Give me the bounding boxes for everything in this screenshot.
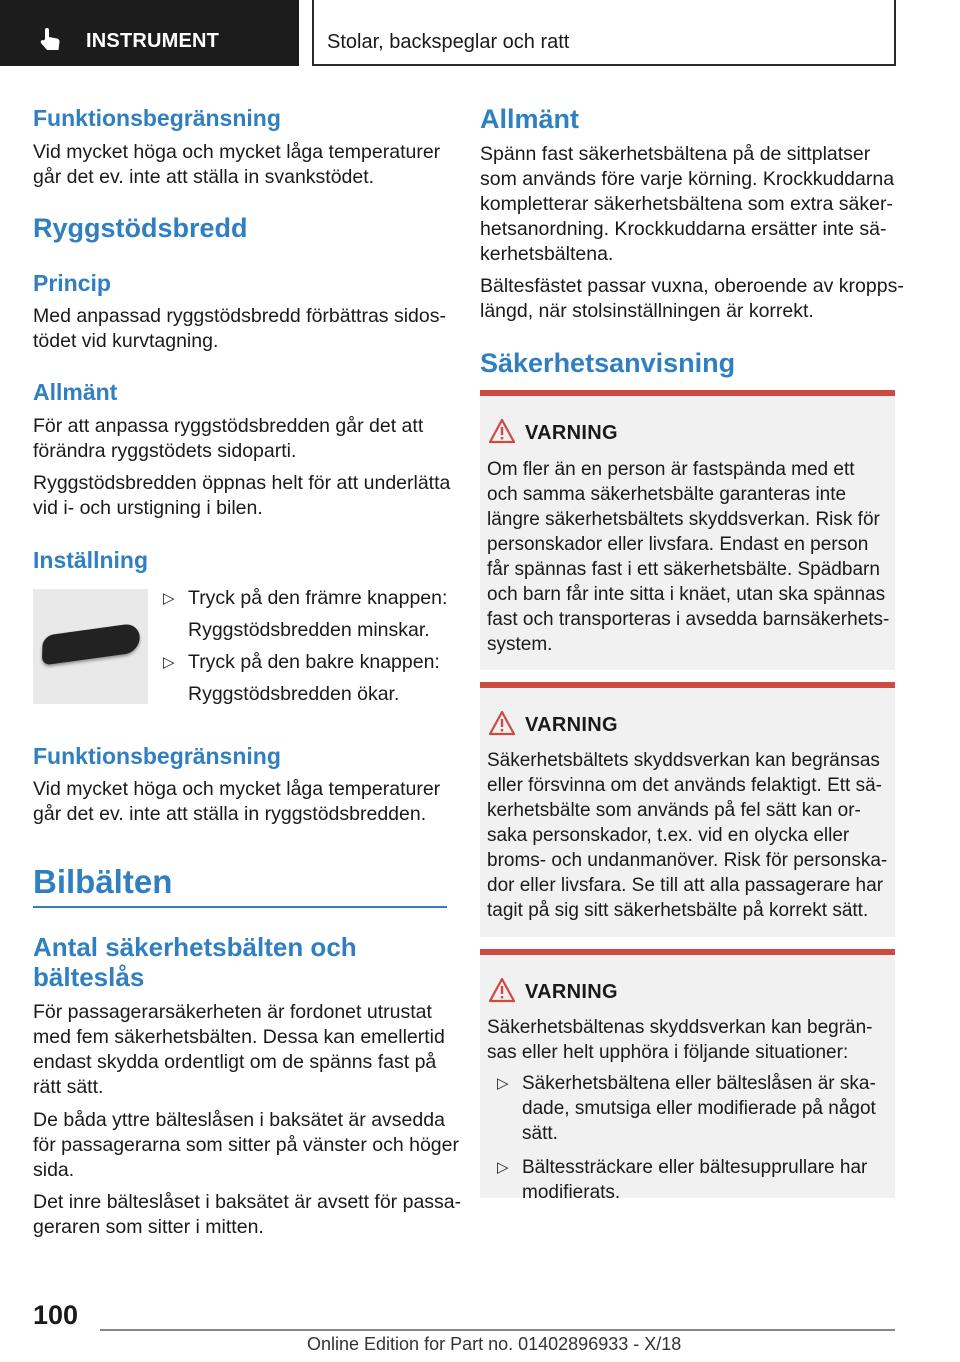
text-line: modifierats. xyxy=(522,1182,621,1203)
text-line: Säkerhetsbältenas skyddsverkan kan begrän- xyxy=(487,1017,873,1038)
text-line: Det inre bälteslåset i baksätet är avsett för passa- xyxy=(33,1191,462,1213)
text-line: Ryggstödsbredden öppnas helt för att underlätta xyxy=(33,472,451,494)
chapter-label: INSTRUMENT xyxy=(86,30,220,52)
text-line: längre säkerhetsbältets skyddsverkan. Risk för xyxy=(487,509,880,530)
page-header xyxy=(0,0,960,66)
paragraph-funk2 xyxy=(33,777,440,827)
text-line: sida. xyxy=(33,1159,75,1181)
bullet-triangle-icon: ▷ xyxy=(497,1159,509,1176)
heading-bilbalten: Bilbälten xyxy=(33,863,173,900)
section-rule xyxy=(33,906,447,908)
section-tab[interactable] xyxy=(312,0,896,66)
text-line: sätt. xyxy=(522,1123,558,1144)
text-line: fast och transporteras i avsedda barnsäkerhets- xyxy=(487,609,890,630)
bullet-result-1: Ryggstödsbredden minskar. xyxy=(188,619,430,641)
warning-label: VARNING xyxy=(525,981,618,1003)
text-line: dor eller livsfara. Se till att alla passagerare har xyxy=(487,875,884,896)
bullet-triangle-icon: ▷ xyxy=(497,1075,509,1092)
paragraph-antal-2 xyxy=(33,1108,459,1183)
text-line: förändra ryggstödets sidoparti. xyxy=(33,440,297,462)
warning-text xyxy=(487,1015,892,1065)
warning-bullet-2 xyxy=(522,1155,892,1205)
section-label: Stolar, backspeglar och ratt xyxy=(327,31,570,53)
warning-text xyxy=(487,457,892,657)
text-line: system. xyxy=(487,634,553,655)
text-line: Bältessträckare eller bältesupprullare har xyxy=(522,1157,868,1178)
text-line: saka personskador, t.ex. vid en olycka eller xyxy=(487,825,850,846)
heading-princip: Princip xyxy=(33,270,111,296)
text-line: Säkerhetsbältena eller bälteslåsen är ska- xyxy=(522,1073,876,1094)
bullet-item-2: Tryck på den bakre knappen: xyxy=(188,651,440,673)
hand-icon xyxy=(36,25,66,55)
text-line: Spänn fast säkerhetsbältena på de sittplatser xyxy=(480,143,871,165)
text-line: kompletterar säkerhetsbältena som extra säker- xyxy=(480,193,893,215)
text-line: Bältesfästet passar vuxna, oberoende av kropps- xyxy=(480,275,904,297)
text-line: Om fler än en person är fastspända med ett xyxy=(487,459,855,480)
warning-box-2 xyxy=(480,682,895,937)
paragraph-antal-1 xyxy=(33,1000,445,1100)
page-number: 100 xyxy=(33,1300,79,1330)
text-line: kerhetsbältena. xyxy=(480,243,614,265)
text-line: får spännas fast i ett säkerhetsbälte. Spädbarn xyxy=(487,559,880,580)
text-line: och samma säkerhetsbälte garanteras inte xyxy=(487,484,847,505)
bullet-result-2: Ryggstödsbredden ökar. xyxy=(188,683,400,705)
paragraph-allmant-2 xyxy=(33,471,450,521)
text-line: rätt sätt. xyxy=(33,1076,104,1098)
text-line: personskador eller livsfara. Endast en person xyxy=(487,534,869,555)
paragraph-allmant-1 xyxy=(33,414,423,464)
warning-triangle-icon xyxy=(488,710,516,736)
heading-funktionsbegransning-2: Funktionsbegränsning xyxy=(33,743,281,769)
side-bolster-button-illustration xyxy=(42,622,140,665)
text-line: Med anpassad ryggstödsbredd förbättras sidos- xyxy=(33,305,446,327)
text-line: går det ev. inte att ställa in ryggstödsbredden. xyxy=(33,803,427,825)
bullet-triangle-icon: ▷ xyxy=(163,590,175,607)
warning-label: VARNING xyxy=(525,714,618,736)
text-line: För att anpassa ryggstödsbredden går det att xyxy=(33,415,424,437)
text-line: vid i- och urstigning i bilen. xyxy=(33,497,263,519)
text-line: Säkerhetsbältets skyddsverkan kan begränsas xyxy=(487,750,880,771)
bullet-triangle-icon: ▷ xyxy=(163,654,175,671)
heading-installning: Inställning xyxy=(33,547,148,573)
heading-funktionsbegransning-1: Funktionsbegränsning xyxy=(33,105,281,131)
text-line: som används före varje körning. Krockkuddarna xyxy=(480,168,895,190)
text-line: och barn får inte sitta i knäet, utan ska spännas xyxy=(487,584,886,605)
heading-allmant-left: Allmänt xyxy=(33,379,118,405)
text-line: dade, smutsiga eller modifierade på något xyxy=(522,1098,876,1119)
warning-text xyxy=(487,748,892,923)
heading-sakerhetsanvisning: Säkerhetsanvisning xyxy=(480,348,736,378)
warning-label: VARNING xyxy=(525,422,618,444)
paragraph-funk1 xyxy=(33,140,440,190)
seat-button-image xyxy=(33,589,148,704)
paragraph-allmant-right-1 xyxy=(480,142,894,267)
warning-box-1 xyxy=(480,390,895,670)
chapter-tab[interactable] xyxy=(0,0,299,66)
heading-line: bälteslås xyxy=(33,962,145,992)
paragraph-princip xyxy=(33,304,446,354)
text-line: De båda yttre bälteslåsen i baksätet är avsedda xyxy=(33,1109,445,1131)
text-line: Vid mycket höga och mycket låga temperaturer xyxy=(33,141,441,163)
text-line: endast skydda ordentligt om de spänns fast på xyxy=(33,1051,437,1073)
paragraph-allmant-right-2 xyxy=(480,274,904,324)
text-line: tödet vid kurvtagning. xyxy=(33,330,219,352)
footer-rule xyxy=(100,1329,895,1331)
text-line: hetsanordning. Krockkuddarna ersätter inte sä- xyxy=(480,218,887,240)
text-line: för passagerarna som sitter på vänster och höger xyxy=(33,1134,459,1156)
text-line: går det ev. inte att ställa in svankstödet. xyxy=(33,166,375,188)
text-line: broms- och undanmanöver. Risk för personska- xyxy=(487,850,888,871)
text-line: tagit på sig sitt säkerhetsbälte på korrekt sätt. xyxy=(487,900,869,921)
text-line: geraren som sitter i mitten. xyxy=(33,1216,264,1238)
heading-antal-sakerhetsbalten xyxy=(33,932,357,992)
text-line: För passagerarsäkerheten är fordonet utrustat xyxy=(33,1001,432,1023)
text-line: Vid mycket höga och mycket låga temperaturer xyxy=(33,778,441,800)
heading-ryggstodsbredd: Ryggstödsbredd xyxy=(33,213,248,243)
text-line: sas eller helt upphöra i följande situationer: xyxy=(487,1042,849,1063)
text-line: med fem säkerhetsbälten. Dessa kan emellertid xyxy=(33,1026,445,1048)
text-line: kerhetsbälte som används på fel sätt kan or- xyxy=(487,800,861,821)
warning-bullet-1 xyxy=(522,1071,892,1146)
text-line: längd, när stolsinställningen är korrekt. xyxy=(480,300,814,322)
warning-triangle-icon xyxy=(488,418,516,444)
warning-box-3 xyxy=(480,949,895,1203)
heading-line: Antal säkerhetsbälten och xyxy=(33,932,357,962)
warning-triangle-icon xyxy=(488,977,516,1003)
bullet-item-1: Tryck på den främre knappen: xyxy=(188,587,448,609)
text-line: eller försvinna om det används felaktigt. Ett sä- xyxy=(487,775,882,796)
paragraph-antal-3 xyxy=(33,1190,461,1240)
edition-text: Online Edition for Part no. 01402896933 - X/18 xyxy=(307,1334,682,1354)
heading-allmant-right: Allmänt xyxy=(480,104,580,134)
